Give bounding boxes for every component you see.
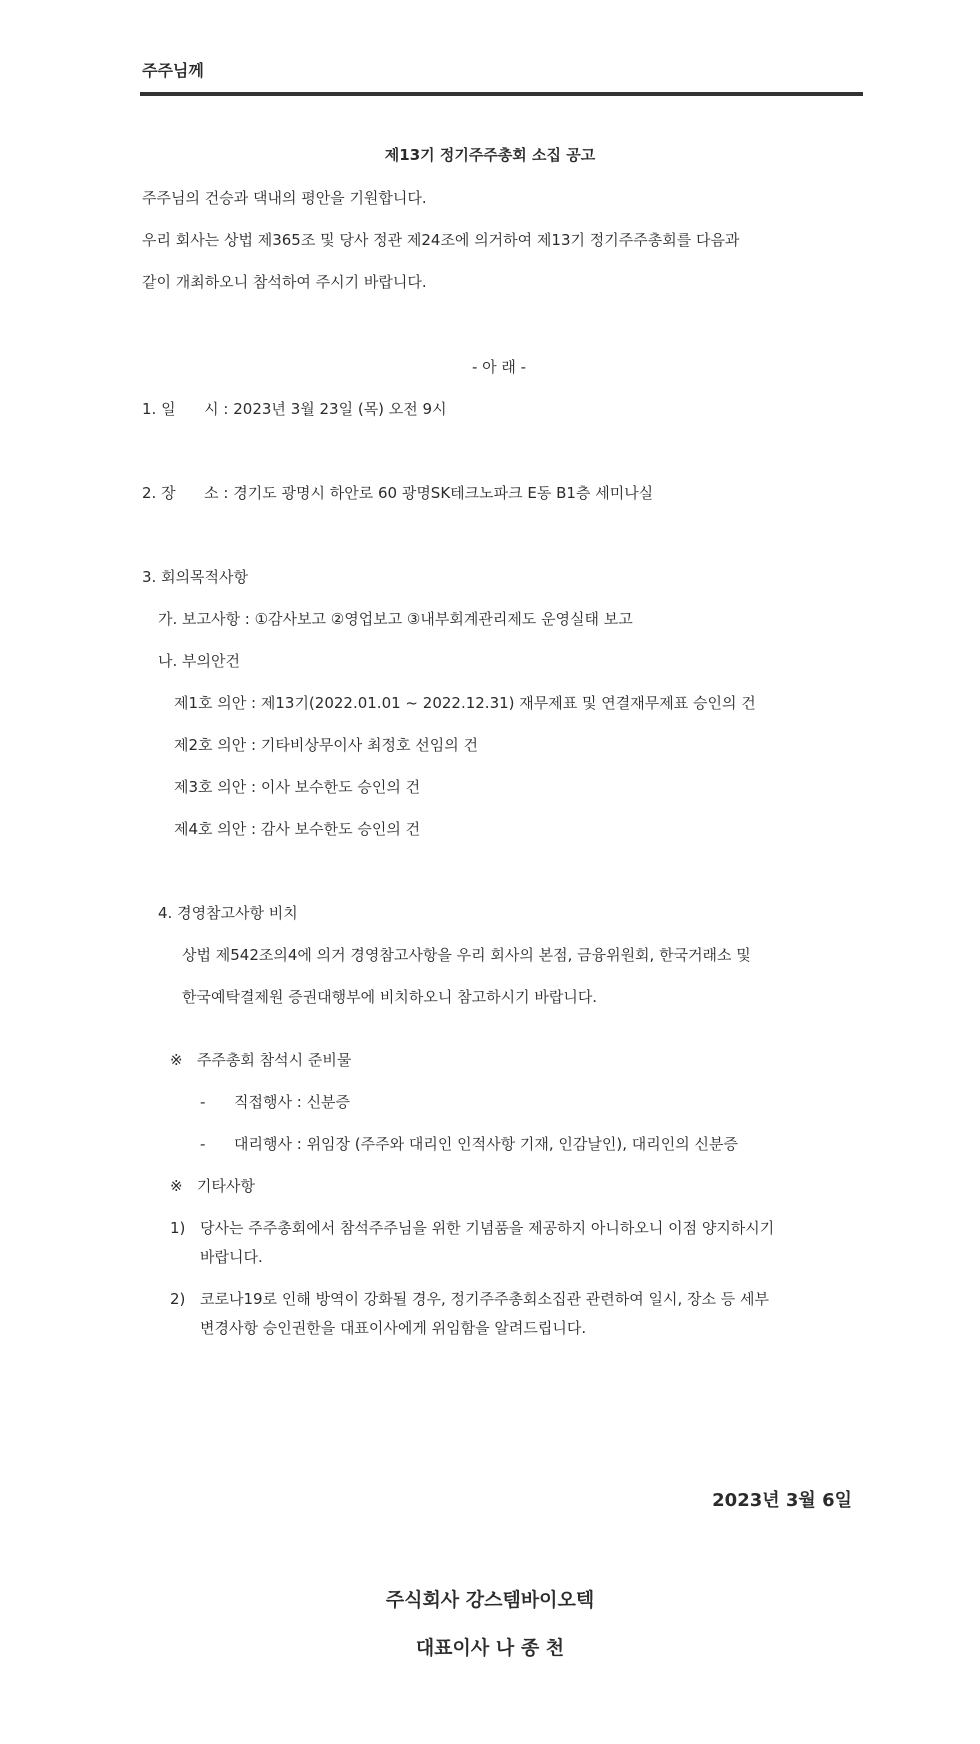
intro-line-3: 같이 개최하오니 참석하여 주시기 바랍니다. [142, 273, 427, 291]
reference-line-1: 상법 제542조의4에 의거 경영참고사항을 우리 회사의 본점, 금융위원회, 한국거래소 및 [182, 946, 751, 964]
preparation-item-1: - 직접행사 : 신분증 [200, 1093, 351, 1111]
addressee: 주주님께 [142, 61, 204, 80]
notice-date: 2023년 3월 6일 [712, 1490, 852, 1511]
item-agenda-heading: 3. 회의목적사항 [142, 568, 249, 586]
others-item-2-number: 2) [170, 1290, 186, 1308]
others-item-1-line-1: 당사는 주주총회에서 참석주주님을 위한 기념품을 제공하지 아니하오니 이점 양지하시기 [200, 1219, 775, 1237]
others-item-1-line-2: 바랍니다. [200, 1248, 263, 1266]
document-title: 제13기 정기주주총회 소집 공고 [384, 146, 596, 164]
reference-line-2: 한국예탁결제원 증권대행부에 비치하오니 참고하시기 바랍니다. [182, 988, 598, 1006]
company-name: 주식회사 강스템바이오텍 [385, 1589, 595, 1611]
preparation-heading: ※ 주주총회 참석시 준비물 [170, 1051, 352, 1069]
intro-line-2: 우리 회사는 상법 제365조 및 당사 정관 제24조에 의거하여 제13기 정기주주총회를 다음과 [142, 231, 740, 249]
item-reference-heading: 4. 경영참고사항 비치 [158, 904, 298, 922]
intro-line-1: 주주님의 건승과 댁내의 평안을 기원합니다. [142, 189, 427, 207]
item-venue: 2. 장 소 : 경기도 광명시 하안로 60 광명SK테크노파크 E동 B1층 세미나실 [142, 484, 654, 502]
agenda-item-3: 제3호 의안 : 이사 보수한도 승인의 건 [174, 778, 421, 796]
notice-heading: - 아 래 - [471, 358, 527, 376]
others-item-2-line-2: 변경사항 승인권한을 대표이사에게 위임함을 알려드립니다. [200, 1319, 587, 1337]
others-heading: ※ 기타사항 [170, 1177, 255, 1195]
agenda-item-4: 제4호 의안 : 감사 보수한도 승인의 건 [174, 820, 421, 838]
resolution-heading: 나. 부의안건 [158, 652, 240, 670]
item-date-time: 1. 일 시 : 2023년 3월 23일 (목) 오전 9시 [142, 400, 447, 418]
agenda-item-1: 제1호 의안 : 제13기(2022.01.01 ~ 2022.12.31) 재무제표 및 연결재무제표 승인의 건 [174, 694, 756, 712]
preparation-item-2: - 대리행사 : 위임장 (주주와 대리인 인적사항 기재, 인감날인), 대리인의 신분증 [200, 1135, 738, 1153]
others-item-2-line-1: 코로나19로 인해 방역이 강화될 경우, 정기주주총회소집관 관련하여 일시, 장소 등 세부 [200, 1290, 769, 1308]
agenda-item-2: 제2호 의안 : 기타비상무이사 최정호 선임의 건 [174, 736, 479, 754]
report-items: 가. 보고사항 : ①감사보고 ②영업보고 ③내부회계관리제도 운영실태 보고 [158, 610, 633, 628]
ceo-signature: 대표이사 나 종 천 [415, 1637, 565, 1659]
others-item-1-number: 1) [170, 1219, 186, 1237]
header-divider [140, 92, 863, 96]
